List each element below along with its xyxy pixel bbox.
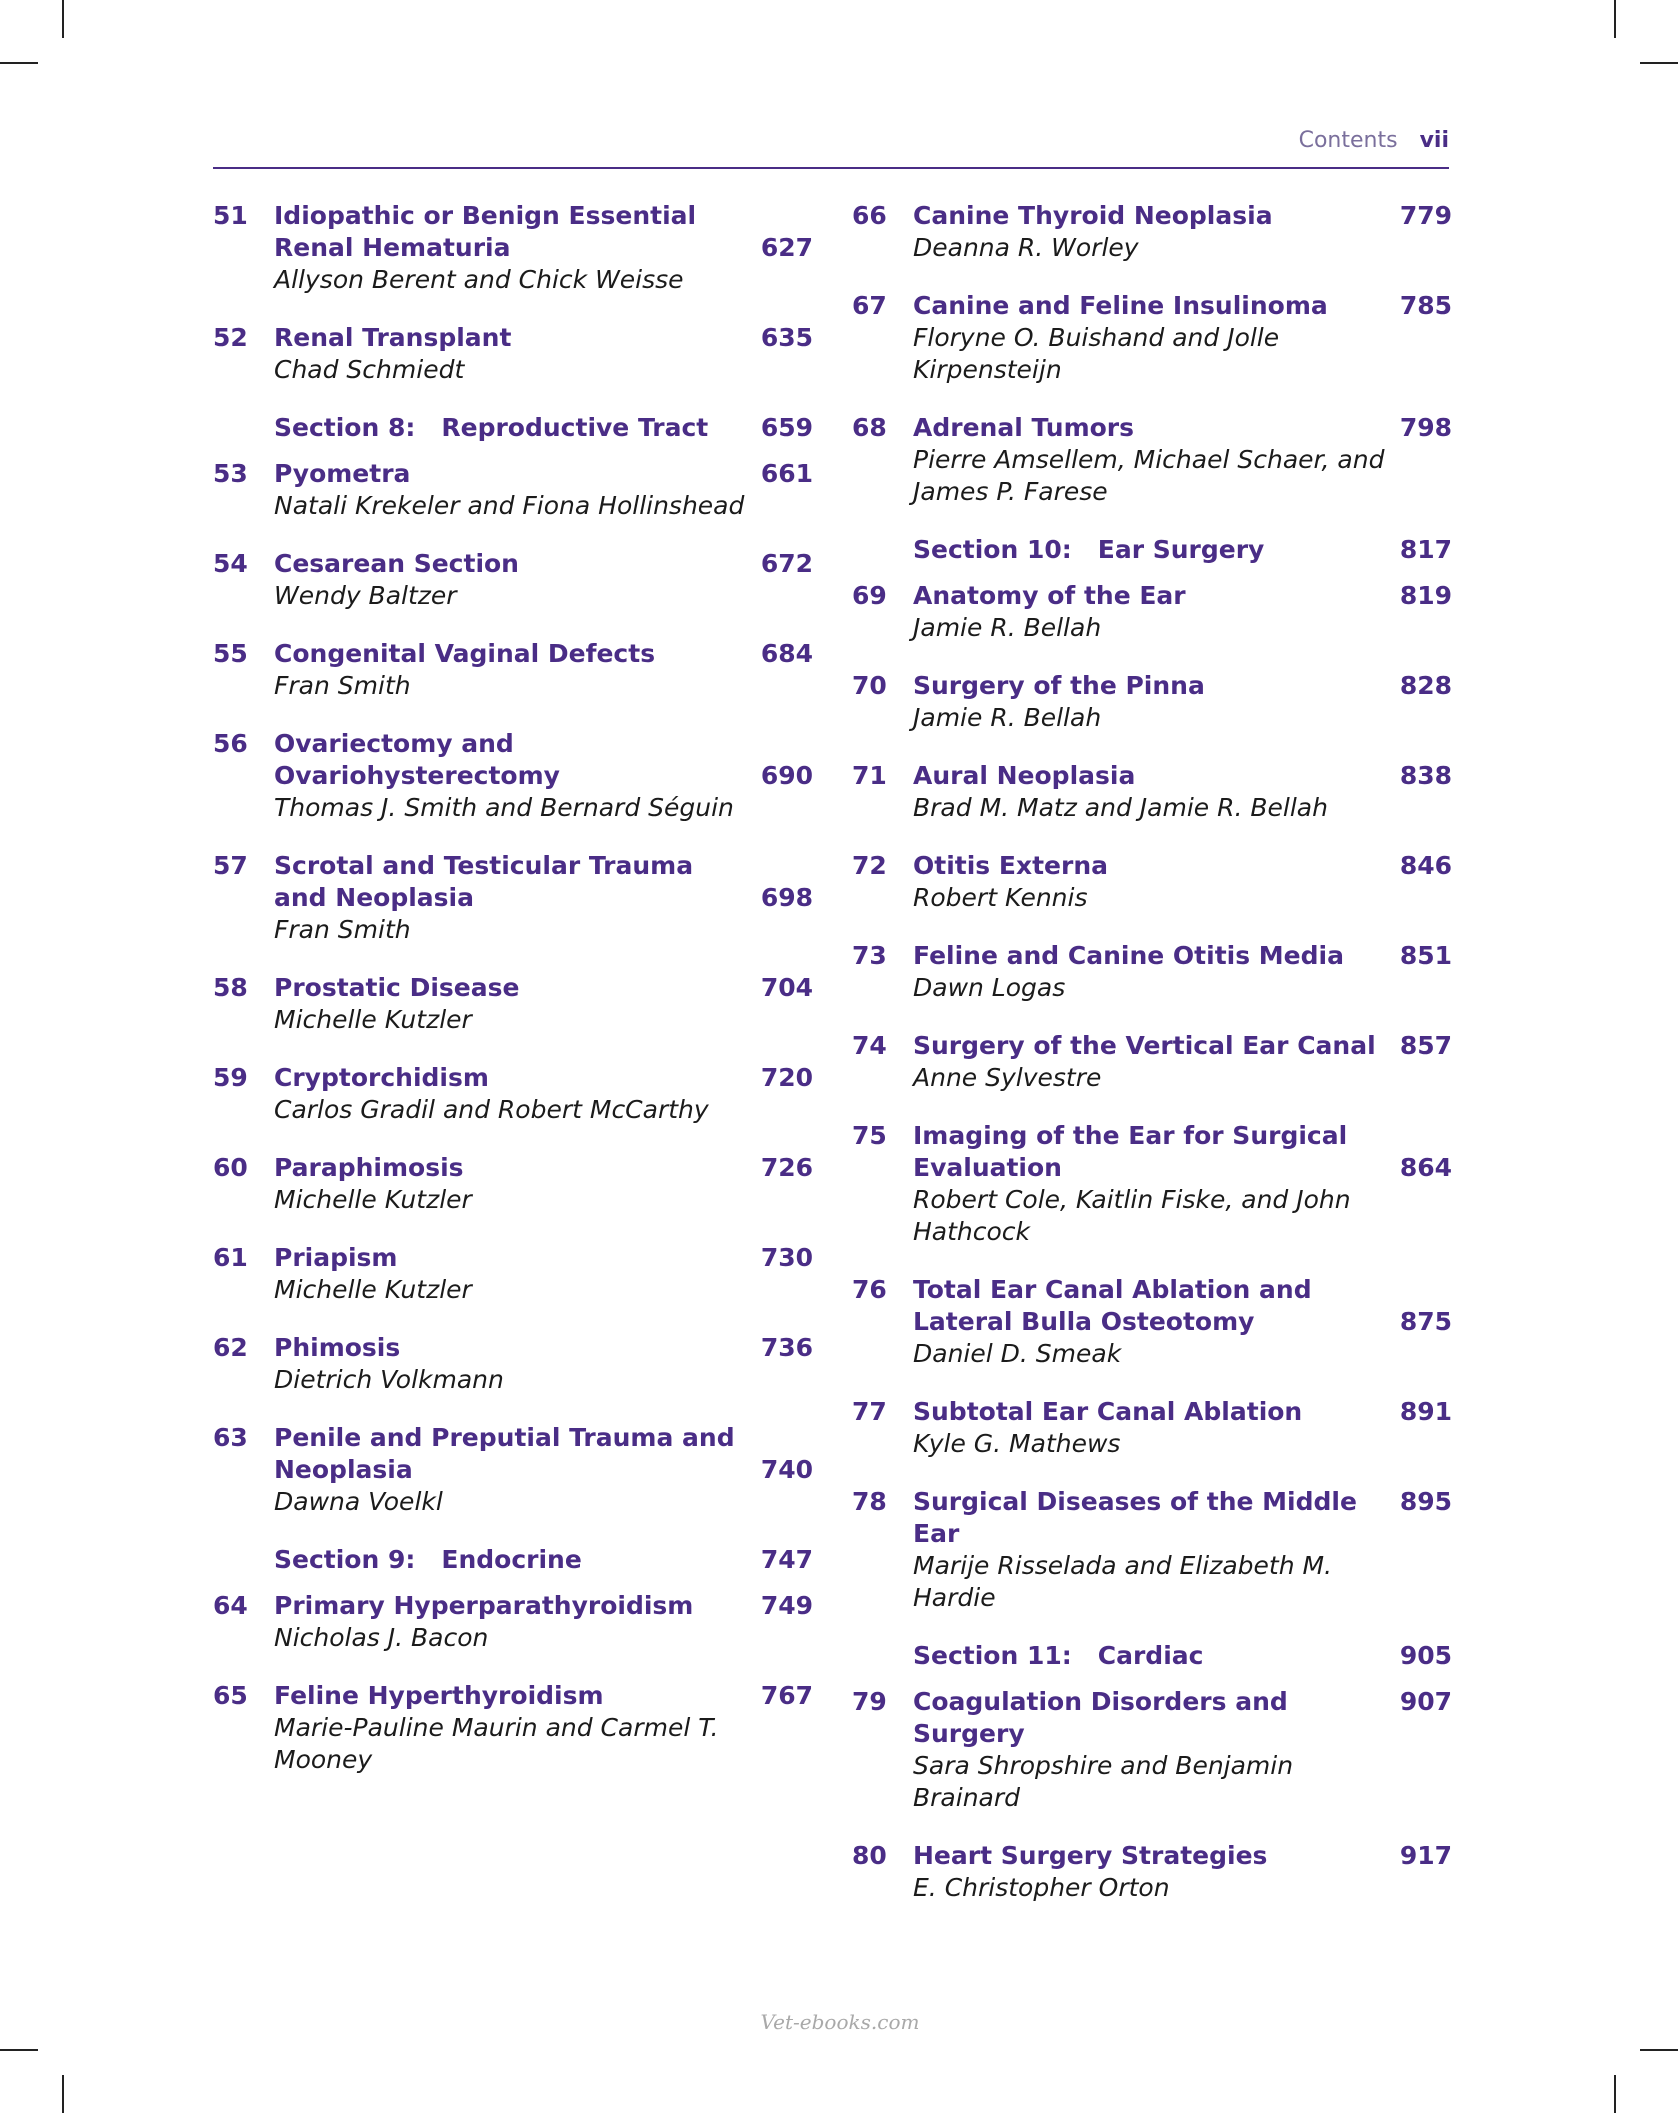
chapter-title[interactable]: Otitis Externa [913, 851, 1108, 880]
section-name: Reproductive Tract [441, 413, 709, 442]
toc-entry[interactable] [852, 1396, 1452, 1460]
crop-mark [1614, 2075, 1616, 2113]
toc-entry[interactable] [852, 1486, 1452, 1614]
toc-entry[interactable] [213, 1680, 813, 1776]
chapter-page-number: 720 [760, 1063, 813, 1092]
chapter-page-number: 857 [1399, 1031, 1452, 1060]
section-page-number: 659 [760, 413, 813, 442]
chapter-page-number: 875 [1399, 1307, 1452, 1336]
chapter-title[interactable]: Surgery of the Vertical Ear Canal [913, 1031, 1376, 1060]
toc-entry[interactable] [852, 580, 1452, 644]
chapter-page-number: 627 [760, 233, 813, 262]
chapter-page-number: 851 [1399, 941, 1452, 970]
chapter-authors: Kyle G. Mathews [913, 1429, 1121, 1458]
chapter-title[interactable]: Pyometra [274, 459, 411, 488]
chapter-page-number: 736 [760, 1333, 813, 1362]
toc-entry[interactable] [852, 290, 1452, 386]
chapter-title[interactable]: Coagulation Disorders and Surgery [913, 1687, 1288, 1748]
section-name: Ear Surgery [1097, 535, 1265, 564]
chapter-title[interactable]: Cesarean Section [274, 549, 519, 578]
chapter-number: 74 [852, 1031, 887, 1060]
chapter-page-number: 704 [760, 973, 813, 1002]
crop-mark [0, 62, 38, 64]
section-label: Section 9: [274, 1545, 416, 1574]
chapter-number: 57 [213, 851, 248, 880]
chapter-page-number: 690 [760, 761, 813, 790]
chapter-page-number: 749 [760, 1591, 813, 1620]
chapter-number: 60 [213, 1153, 248, 1182]
chapter-title[interactable]: Idiopathic or Benign Essential Renal Hematuria [274, 201, 697, 262]
toc-entry[interactable] [852, 1120, 1452, 1248]
chapter-authors: Marie-Pauline Maurin and Carmel T. Mooney [274, 1713, 719, 1774]
chapter-title[interactable]: Cryptorchidism [274, 1063, 489, 1092]
toc-entry[interactable] [213, 458, 813, 522]
toc-entry[interactable] [213, 972, 813, 1036]
chapter-title[interactable]: Paraphimosis [274, 1153, 464, 1182]
chapter-authors: Daniel D. Smeak [913, 1339, 1122, 1368]
chapter-authors: Michelle Kutzler [274, 1005, 472, 1034]
chapter-title[interactable]: Heart Surgery Strategies [913, 1841, 1268, 1870]
chapter-authors: Dawna Voelkl [274, 1487, 443, 1516]
section-heading [213, 1544, 813, 1576]
toc-entry[interactable] [852, 200, 1452, 264]
chapter-number: 78 [852, 1487, 887, 1516]
chapter-title[interactable]: Phimosis [274, 1333, 401, 1362]
chapter-number: 75 [852, 1121, 887, 1150]
header-label: Contents [1298, 128, 1398, 153]
chapter-number: 66 [852, 201, 887, 230]
chapter-page-number: 917 [1399, 1841, 1452, 1870]
section-label: Section 11: [913, 1641, 1072, 1670]
chapter-authors: Dietrich Volkmann [274, 1365, 504, 1394]
chapter-authors: Sara Shropshire and Benjamin Brainard [913, 1751, 1294, 1812]
chapter-number: 62 [213, 1333, 248, 1362]
chapter-authors: Floryne O. Buishand and Jolle Kirpensteijn [913, 323, 1280, 384]
chapter-title[interactable]: Ovariectomy and Ovariohysterectomy [274, 729, 560, 790]
chapter-page-number: 907 [1399, 1687, 1452, 1716]
chapter-number: 71 [852, 761, 887, 790]
chapter-authors: Robert Kennis [913, 883, 1088, 912]
toc-entry[interactable] [213, 322, 813, 386]
chapter-title[interactable]: Subtotal Ear Canal Ablation [913, 1397, 1303, 1426]
chapter-page-number: 740 [760, 1455, 813, 1484]
chapter-title[interactable]: Adrenal Tumors [913, 413, 1135, 442]
chapter-authors: Robert Cole, Kaitlin Fiske, and John Hathcock [913, 1185, 1351, 1246]
crop-mark [62, 2075, 64, 2113]
chapter-number: 72 [852, 851, 887, 880]
chapter-authors: Pierre Amsellem, Michael Schaer, and James P. Farese [913, 445, 1385, 506]
chapter-authors: Wendy Baltzer [274, 581, 457, 610]
chapter-title[interactable]: Renal Transplant [274, 323, 512, 352]
chapter-page-number: 838 [1399, 761, 1452, 790]
chapter-page-number: 864 [1399, 1153, 1452, 1182]
crop-mark [1614, 0, 1616, 38]
chapter-authors: Natali Krekeler and Fiona Hollinshead [274, 491, 745, 520]
chapter-title[interactable]: Congenital Vaginal Defects [274, 639, 656, 668]
chapter-number: 67 [852, 291, 887, 320]
chapter-authors: Carlos Gradil and Robert McCarthy [274, 1095, 709, 1124]
chapter-number: 77 [852, 1397, 887, 1426]
chapter-number: 55 [213, 639, 248, 668]
toc-entry[interactable] [213, 1422, 813, 1518]
chapter-page-number: 672 [760, 549, 813, 578]
section-label: Section 8: [274, 413, 416, 442]
chapter-title[interactable]: Anatomy of the Ear [913, 581, 1186, 610]
chapter-authors: E. Christopher Orton [913, 1873, 1170, 1902]
section-page-number: 905 [1399, 1641, 1452, 1670]
toc-entry[interactable] [852, 850, 1452, 914]
chapter-number: 73 [852, 941, 887, 970]
section-heading [852, 1640, 1452, 1672]
chapter-authors: Brad M. Matz and Jamie R. Bellah [913, 793, 1328, 822]
toc-entry[interactable] [852, 760, 1452, 824]
chapter-number: 80 [852, 1841, 887, 1870]
chapter-number: 56 [213, 729, 248, 758]
chapter-number: 61 [213, 1243, 248, 1272]
header-page-number: vii [1419, 128, 1449, 153]
chapter-authors: Anne Sylvestre [913, 1063, 1102, 1092]
chapter-title[interactable]: Priapism [274, 1243, 398, 1272]
toc-right-column [852, 200, 1452, 1930]
chapter-title[interactable]: Canine Thyroid Neoplasia [913, 201, 1273, 230]
chapter-title[interactable]: Prostatic Disease [274, 973, 520, 1002]
chapter-number: 69 [852, 581, 887, 610]
watermark: Vet-ebooks.com [760, 2010, 920, 2034]
chapter-authors: Michelle Kutzler [274, 1275, 472, 1304]
chapter-title[interactable]: Surgery of the Pinna [913, 671, 1205, 700]
section-page-number: 747 [760, 1545, 813, 1574]
chapter-title[interactable]: Imaging of the Ear for Surgical Evaluation [913, 1121, 1348, 1182]
toc-entry[interactable] [852, 1686, 1452, 1814]
chapter-page-number: 726 [760, 1153, 813, 1182]
chapter-number: 70 [852, 671, 887, 700]
chapter-page-number: 798 [1399, 413, 1452, 442]
toc-entry[interactable] [213, 638, 813, 702]
chapter-page-number: 785 [1399, 291, 1452, 320]
toc-entry[interactable] [852, 670, 1452, 734]
chapter-page-number: 661 [760, 459, 813, 488]
chapter-number: 63 [213, 1423, 248, 1452]
chapter-page-number: 846 [1399, 851, 1452, 880]
chapter-title[interactable]: Penile and Preputial Trauma and Neoplasia [274, 1423, 735, 1484]
chapter-authors: Fran Smith [274, 671, 411, 700]
toc-entry[interactable] [213, 1152, 813, 1216]
toc-entry[interactable] [213, 200, 813, 296]
toc-entry[interactable] [213, 1242, 813, 1306]
chapter-title[interactable]: Feline and Canine Otitis Media [913, 941, 1344, 970]
chapter-page-number: 895 [1399, 1487, 1452, 1516]
toc-entry[interactable] [852, 412, 1452, 508]
chapter-title[interactable]: Surgical Diseases of the Middle Ear [913, 1487, 1357, 1548]
chapter-page-number: 767 [760, 1681, 813, 1710]
toc-left-column [213, 200, 813, 1802]
chapter-title[interactable]: Feline Hyperthyroidism [274, 1681, 604, 1710]
chapter-number: 76 [852, 1275, 887, 1304]
chapter-authors: Chad Schmiedt [274, 355, 465, 384]
chapter-page-number: 684 [760, 639, 813, 668]
chapter-number: 51 [213, 201, 248, 230]
chapter-authors: Fran Smith [274, 915, 411, 944]
chapter-number: 68 [852, 413, 887, 442]
chapter-page-number: 779 [1399, 201, 1452, 230]
toc-entry[interactable] [852, 1840, 1452, 1904]
toc-entry[interactable] [852, 940, 1452, 1004]
chapter-authors: Jamie R. Bellah [913, 613, 1102, 642]
section-heading [852, 534, 1452, 566]
chapter-number: 52 [213, 323, 248, 352]
toc-entry[interactable] [213, 1062, 813, 1126]
crop-mark [1640, 2049, 1678, 2051]
toc-entry[interactable] [852, 1274, 1452, 1370]
chapter-number: 59 [213, 1063, 248, 1092]
toc-entry[interactable] [213, 1590, 813, 1654]
toc-entry[interactable] [852, 1030, 1452, 1094]
section-label: Section 10: [913, 535, 1072, 564]
chapter-authors: Nicholas J. Bacon [274, 1623, 489, 1652]
chapter-page-number: 828 [1399, 671, 1452, 700]
chapter-number: 64 [213, 1591, 248, 1620]
chapter-authors: Thomas J. Smith and Bernard Séguin [274, 793, 734, 822]
toc-entry[interactable] [213, 850, 813, 946]
chapter-title[interactable]: Aural Neoplasia [913, 761, 1136, 790]
chapter-number: 65 [213, 1681, 248, 1710]
crop-mark [62, 0, 64, 38]
chapter-page-number: 891 [1399, 1397, 1452, 1426]
chapter-authors: Dawn Logas [913, 973, 1066, 1002]
chapter-page-number: 698 [760, 883, 813, 912]
crop-mark [1640, 62, 1678, 64]
section-heading [213, 412, 813, 444]
running-header [213, 128, 1449, 168]
chapter-number: 54 [213, 549, 248, 578]
section-page-number: 817 [1399, 535, 1452, 564]
chapter-authors: Deanna R. Worley [913, 233, 1139, 262]
chapter-number: 58 [213, 973, 248, 1002]
toc-entry[interactable] [213, 728, 813, 824]
chapter-authors: Jamie R. Bellah [913, 703, 1102, 732]
chapter-authors: Allyson Berent and Chick Weisse [274, 265, 684, 294]
header-rule [213, 167, 1449, 169]
chapter-authors: Marije Risselada and Elizabeth M. Hardie [913, 1551, 1333, 1612]
toc-entry[interactable] [213, 1332, 813, 1396]
chapter-page-number: 819 [1399, 581, 1452, 610]
chapter-title[interactable]: Canine and Feline Insulinoma [913, 291, 1328, 320]
section-name: Cardiac [1097, 1641, 1204, 1670]
chapter-number: 53 [213, 459, 248, 488]
chapter-title[interactable]: Scrotal and Testicular Trauma and Neoplasia [274, 851, 694, 912]
chapter-authors: Michelle Kutzler [274, 1185, 472, 1214]
chapter-page-number: 730 [760, 1243, 813, 1272]
section-name: Endocrine [441, 1545, 582, 1574]
chapter-title[interactable]: Primary Hyperparathyroidism [274, 1591, 694, 1620]
chapter-page-number: 635 [760, 323, 813, 352]
crop-mark [0, 2049, 38, 2051]
chapter-number: 79 [852, 1687, 887, 1716]
toc-entry[interactable] [213, 548, 813, 612]
chapter-title[interactable]: Total Ear Canal Ablation and Lateral Bulla Osteotomy [913, 1275, 1312, 1336]
